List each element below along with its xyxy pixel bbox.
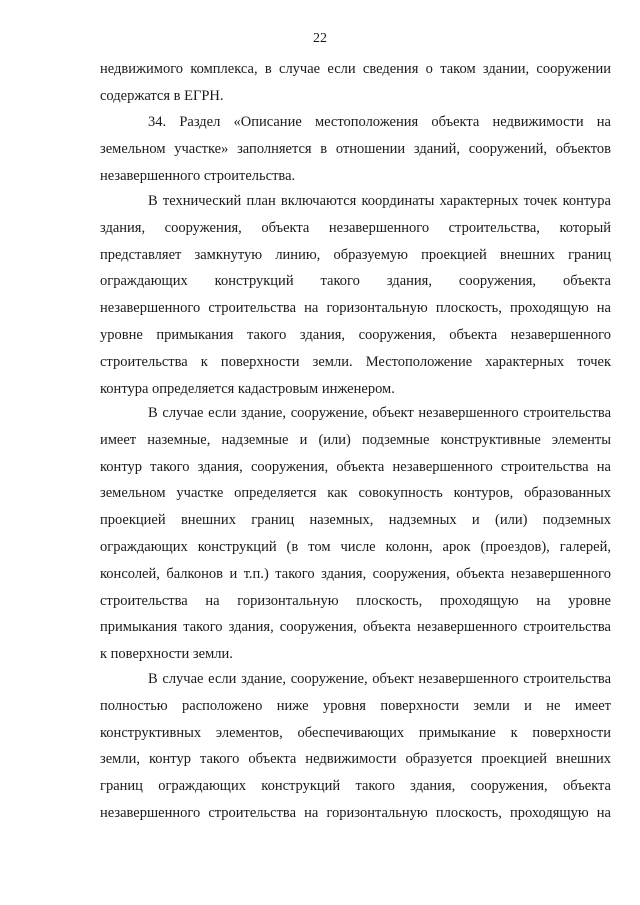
text-line: проекцией внешних границ наземных, надземных и (или) подземных (100, 512, 611, 529)
paragraph-1 (100, 56, 611, 110)
text-line: примыкания такого здания, сооружения, объекта незавершенного строительства (100, 619, 611, 636)
text-line: строительства к поверхности земли. Местоположение характерных точек (100, 353, 611, 370)
text-line: уровне примыкания такого здания, сооружения, объекта незавершенного (100, 326, 611, 343)
text-line: контура определяется кадастровым инженером. (100, 380, 395, 397)
text-line: незавершенного строительства на горизонтальную плоскость, проходящую на (100, 300, 611, 317)
text-line: В технический план включаются координаты характерных точек контура (148, 193, 611, 209)
text-line: 34. Раздел «Описание местоположения объекта недвижимости на (148, 114, 611, 130)
text-line: границ ограждающих конструкций такого здания, сооружения, объекта (100, 778, 611, 795)
text-line: консолей, балконов и т.п.) такого здания, сооружения, объекта незавершенного (100, 565, 611, 582)
paragraph-4 (100, 400, 611, 668)
text-line: представляет замкнутую линию, образуемую проекцией внешних границ (100, 246, 611, 263)
text-line: к поверхности земли. (100, 646, 233, 663)
text-line: В случае если здание, сооружение, объект незавершенного строительства (148, 405, 611, 421)
text-line: контур такого здания, сооружения, объекта незавершенного строительства на (100, 458, 611, 475)
text-line: ограждающих конструкций (в том числе колонн, арок (проездов), галерей, (100, 538, 611, 555)
text-line: полностью расположено ниже уровня поверхности земли и не имеет (100, 697, 611, 714)
text-line: незавершенного строительства. (100, 167, 296, 184)
text-line: земельном участке» заполняется в отношении зданий, сооружений, объектов (100, 140, 611, 157)
text-line: ограждающих конструкций такого здания, сооружения, объекта (100, 273, 611, 290)
text-line: конструктивных элементов, обеспечивающих примыкание к поверхности (100, 724, 611, 741)
text-line: недвижимого комплекса, в случае если сведения о таком здании, сооружении (100, 61, 611, 77)
page-number: 22 (313, 31, 327, 46)
text-line: содержатся в ЕГРН. (100, 87, 224, 104)
text-line: здания, сооружения, объекта незавершенного строительства, который (100, 219, 611, 236)
paragraph-5 (100, 666, 611, 827)
text-line: строительства на горизонтальную плоскость, проходящую на уровне (100, 592, 611, 609)
paragraph-2 (100, 109, 611, 189)
text-line: В случае если здание, сооружение, объект незавершенного строительства (148, 671, 611, 687)
text-line: имеет наземные, надземные и (или) подземные конструктивные элементы (100, 431, 611, 448)
text-line: земли, контур такого объекта недвижимости образуется проекцией внешних (100, 751, 611, 768)
paragraph-3 (100, 188, 611, 402)
text-line: незавершенного строительства на горизонтальную плоскость, проходящую на (100, 804, 611, 821)
text-line: земельном участке определяется как совокупность контуров, образованных (100, 485, 611, 502)
